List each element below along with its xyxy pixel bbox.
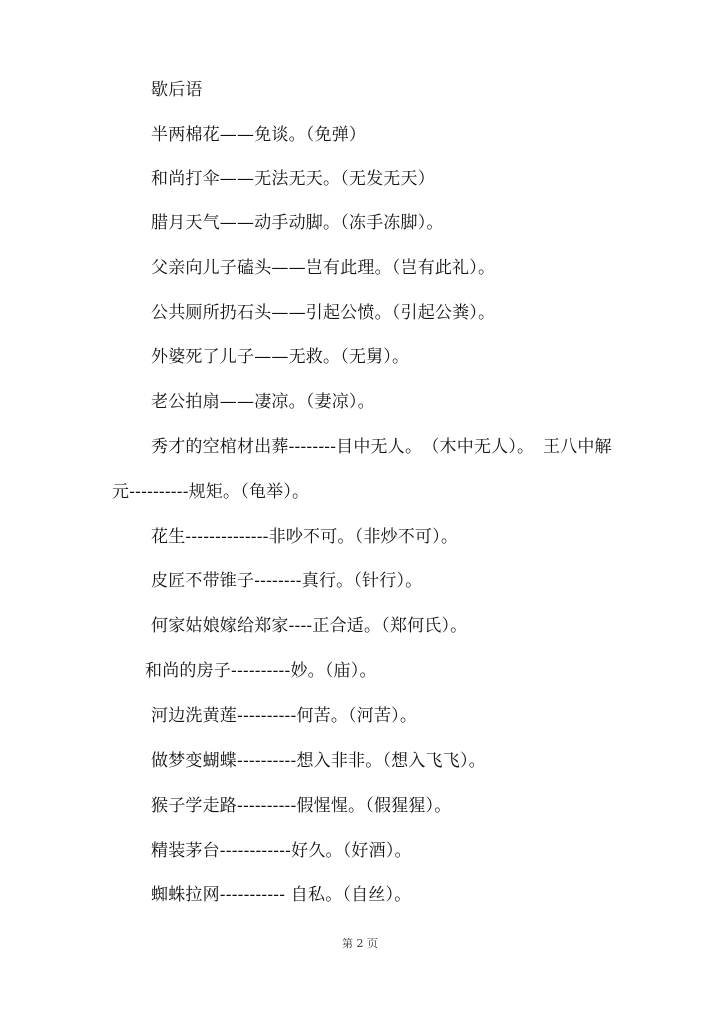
proverb-line: 猴子学走路----------假惺惺。（假猩猩）。	[151, 796, 452, 816]
proverb-line: 和尚打伞——无法无天。（无发无天）	[151, 169, 435, 189]
proverb-line: 和尚的房子----------妙。（庙）。	[145, 661, 377, 681]
proverb-line-continued: 元----------规矩。（龟举）。	[112, 482, 310, 502]
proverb-line: 皮匠不带锥子--------真行。（针行）。	[151, 571, 423, 591]
proverb-line: 老公拍扇——凄凉。（妻凉）。	[151, 392, 375, 412]
proverb-line: 公共厕所扔石头——引起公愤。（引起公粪）。	[151, 303, 496, 323]
proverb-line: 河边洗黄莲----------何苦。（河苦）。	[151, 706, 418, 726]
proverb-line: 父亲向儿子磕头——岂有此理。（岂有此礼）。	[151, 258, 496, 278]
page-number: 第 2 页	[342, 937, 378, 950]
proverb-line: 何家姑娘嫁给郑家----正合适。（郑何氏）。	[151, 616, 468, 636]
proverb-line: 花生--------------非吵不可。（非炒不可）。	[151, 527, 459, 547]
proverb-line: 半两棉花——免谈。（免弹）	[151, 125, 367, 145]
proverb-line: 腊月天气——动手动脚。（冻手冻脚）。	[151, 213, 444, 233]
proverb-line: 外婆死了儿子——无救。（无舅）。	[151, 347, 410, 367]
page-title: 歇后语	[151, 80, 203, 100]
proverb-line: 做梦变蝴蝶----------想入非非。（想入飞飞）。	[151, 751, 486, 771]
proverb-line: 秀才的空棺材出葬--------目中无人。 （木中无人）。 王八中解	[151, 437, 612, 457]
proverb-line: 蜘蛛拉网----------- 自私。（自丝）。	[151, 885, 412, 905]
proverb-line: 精装茅台------------好久。（好酒）。	[151, 841, 412, 861]
